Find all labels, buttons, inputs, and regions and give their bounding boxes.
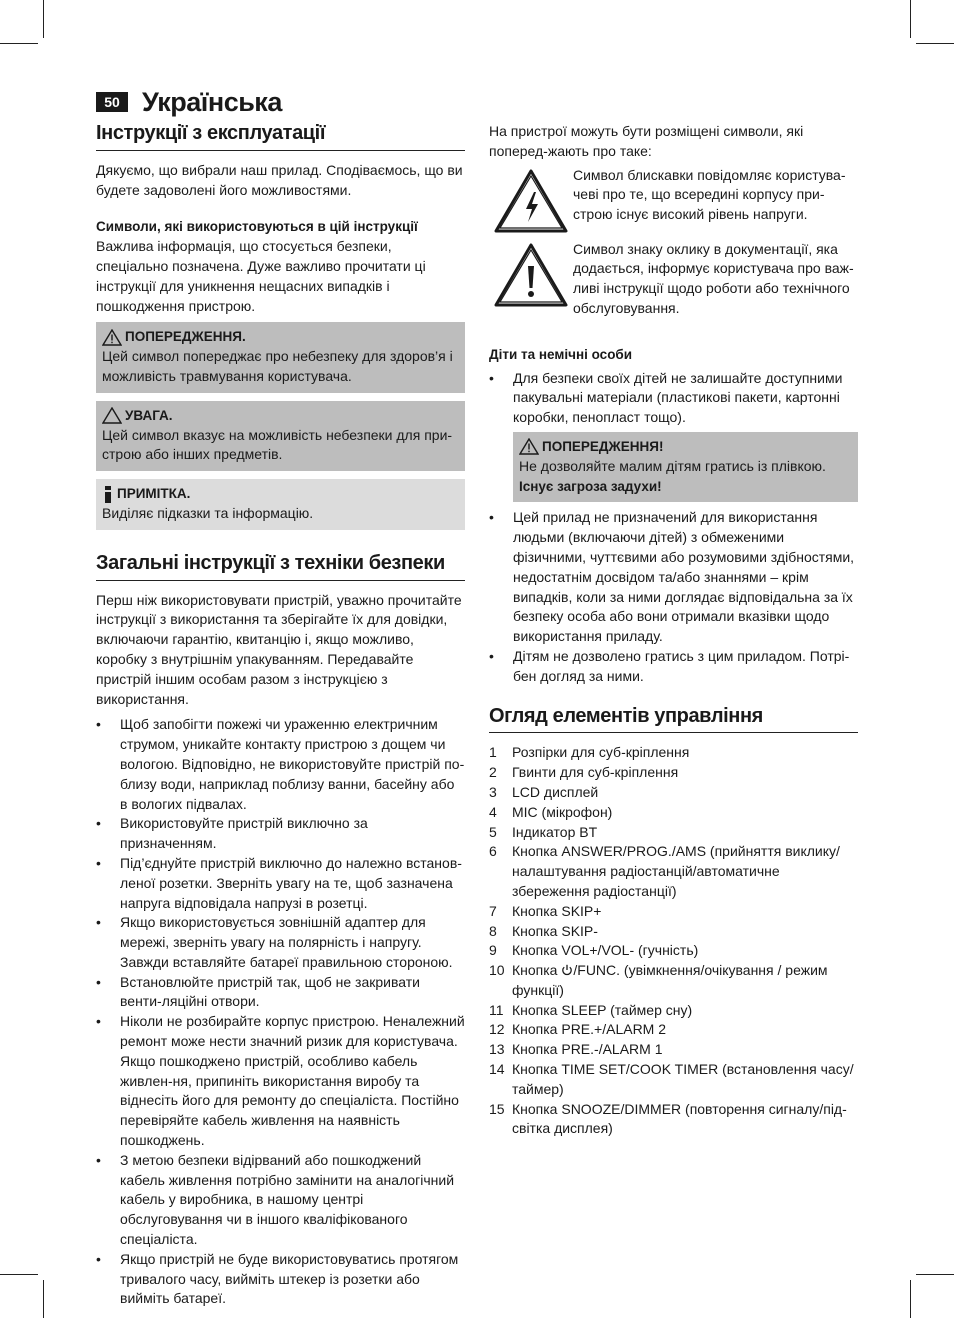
power-icon [561, 964, 573, 976]
list-item: • Якщо пристрій не буде використовуватись протягом тривалого часу, вийміть штекер із розетки або вийміть батареї. [96, 1250, 465, 1309]
section-title-controls: Огляд елементів управління [489, 705, 858, 734]
list-item: • Під’єднуйте пристрій виключно до належно встанов-леної розетки. Зверніть увагу на те, щоб зазначена напруга відповідала напрузі в розетці. [96, 854, 465, 913]
list-item: • Ніколи не розбирайте корпус пристрою. Неналежний ремонт може нести значний ризик для користувача. Якщо пошкоджено пристрій, особливо кабель живлен-ня, припиніть використання виробу та віднесіть його для ремонту до спеціаліста. Постійно перевіряйте кабель живлення на наявність пошкоджень. [96, 1012, 465, 1151]
list-item: 5 Індикатор BT [489, 823, 598, 840]
list-item: • Цей прилад не призначений для використання людьми (включаючи дітей) з обмеженими фізичними, чуттєвими або розумовими здібностями, недостатнім досвідом та/або знаннями – крім випадків, коли за ними доглядає відповідальна за їх безпеку особа або вони отримали вказівки щодо використання приладу. [489, 508, 858, 647]
children-warning-box [513, 432, 858, 502]
exclamation-warning-icon [493, 242, 569, 308]
children-warning-text: Не дозволяйте малим дітям гратись із плівкою. [519, 457, 826, 474]
list-item: • Якщо використовується зовнішній адаптер для мережі, зверніть увагу на полярність і напругу. Завжди вставляйте батареї правильною стороною. [96, 913, 465, 972]
list-item: 2 Гвинти для суб-кріплення [489, 764, 679, 781]
section-title-safety: Загальні інструкції з техніки безпеки [96, 552, 465, 581]
children-list [489, 369, 858, 428]
crop-mark [0, 1274, 38, 1275]
list-item: 12 Кнопка PRE.+/ALARM 2 [489, 1021, 667, 1038]
children-warning-title: ПОПЕРЕДЖЕННЯ! [542, 438, 664, 454]
list-item: 11 Кнопка SLEEP (таймер сну) [489, 1001, 693, 1018]
list-item: • Встановлюйте пристрій так, щоб не закривати венти-ляційні отвори. [96, 973, 465, 1013]
crop-mark [910, 0, 911, 38]
left-column [96, 122, 465, 1309]
warning-triangle-icon [519, 438, 539, 455]
note-text: Виділяє підказки та інформацію. [102, 504, 314, 521]
intro-text: Дякуємо, що вибрали наш прилад. Сподіваємось, що ви будете задоволені його можливостями. [96, 161, 463, 198]
list-item: 13 Кнопка PRE.-/ALARM 1 [489, 1041, 663, 1058]
list-item: • Використовуйте пристрій виключно за призначенням. [96, 814, 465, 854]
list-item: 15 Кнопка SNOOZE/DIMMER (повторення сигналу/під-світка дисплея) [489, 1100, 847, 1137]
safety-list [96, 715, 465, 1309]
list-item: 9 Кнопка VOL+/VOL- (гучність) [489, 942, 699, 959]
crop-mark [0, 43, 38, 44]
crop-mark [43, 0, 44, 38]
children-list-2 [489, 508, 858, 686]
exclamation-symbol-text: Символ знаку оклику в документації, яка додається, інформує користувача про важ-ливі інструкції щодо роботи або технічного обслуговування. [573, 240, 854, 316]
exclamation-symbol-block [489, 240, 858, 319]
lightning-warning-icon [493, 168, 569, 234]
list-item: 6 Кнопка ANSWER/PROG./AMS (прийняття виклику/налаштування радіостанцій/автоматичне збереження радіостанції) [489, 843, 840, 899]
list-item: • Для безпеки своїх дітей не залишайте доступними пакувальні матеріали (пластикові пакети, картонні коробки, пенопласт тощо). [489, 369, 858, 428]
lightning-symbol-block [489, 166, 858, 234]
list-item: • Щоб запобігти пожежі чи ураженню електричним струмом, уникайте контакту пристрою з дощем чи вологою. Відповідно, не використовуйте пристрій по-близу води, наприклад поблизу ванни, басейну або в вологих підвалах. [96, 715, 465, 814]
warning-triangle-icon [102, 329, 122, 346]
warning-title: ПОПЕРЕДЖЕННЯ. [125, 329, 246, 345]
list-item: 4 MIC (мікрофон) [489, 803, 613, 820]
list-item: 8 Кнопка SKIP- [489, 922, 598, 939]
page-title: Українська [142, 86, 282, 117]
list-item: 7 Кнопка SKIP+ [489, 902, 602, 919]
list-item: • З метою безпеки відірваний або пошкоджений кабель живлення потрібно замінити на аналогічний кабель у виробника, в нашому центрі обслуговування чи в іншого кваліфікованого спеціаліста. [96, 1151, 465, 1250]
list-item: • Дітям не дозволено гратись з цим приладом. Потрі-бен догляд за ними. [489, 647, 858, 687]
safety-intro: Перш ніж використовувати пристрій, уважно прочитайте інструкції з використання та зберігайте їх для довідки, включаючи гарантію, квитанцію і, якщо можливо, коробку з внутрішнім упакуванням. Передавайте пристрій іншим особам разом з інструкцією з використання. [96, 591, 462, 707]
caution-title: УВАГА. [125, 407, 173, 423]
children-warning-bold: Існує загроза задухи! [519, 478, 662, 494]
symbols-text: Важлива інформація, що стосується безпеки, спеціально позначена. Дуже важливо прочитати ці інструкції для уникнення нещасних випадків і пошкодження пристрою. [96, 238, 426, 314]
crop-mark [910, 1280, 911, 1318]
crop-mark [43, 1280, 44, 1318]
controls-list [489, 743, 858, 1139]
list-item: 14 Кнопка TIME SET/COOK TIMER (встановлення часу/таймер) [489, 1061, 854, 1097]
section-title-instructions: Інструкції з експлуатації [96, 122, 465, 151]
warning-text: Цей символ попереджає про небезпеку для здоров’я і можливість травмування користувача. [102, 348, 453, 384]
caution-triangle-icon [102, 407, 122, 424]
children-subtitle: Діти та немічні особи [489, 346, 633, 362]
caution-box [96, 401, 465, 471]
note-title: ПРИМІТКА. [117, 486, 191, 502]
page-header [96, 86, 282, 118]
symbols-intro: На пристрої можуть бути розміщені символи, які поперед-жають про таке: [489, 123, 804, 159]
note-box [96, 479, 465, 530]
crop-mark [916, 43, 954, 44]
caution-text: Цей символ вказує на можливість небезпеки для при-строю або інших предметів. [102, 426, 453, 463]
page-number: 50 [96, 92, 128, 112]
list-item: 1 Розпірки для суб-кріплення [489, 744, 690, 761]
info-icon [102, 486, 114, 503]
crop-mark [916, 1274, 954, 1275]
list-item: 10 Кнопка /FUNC. (увімкнення/очікування / режим функції) [489, 962, 828, 998]
warning-box [96, 322, 465, 392]
lightning-symbol-text: Символ блискавки повідомляє користува-чеві про те, що всередині корпусу при-строю існує високий рівень напруги. [573, 166, 846, 223]
list-item: 3 LCD дисплей [489, 783, 599, 800]
symbols-subtitle: Символи, які використовуються в цій інструкції [96, 219, 418, 235]
right-column [489, 122, 858, 1139]
